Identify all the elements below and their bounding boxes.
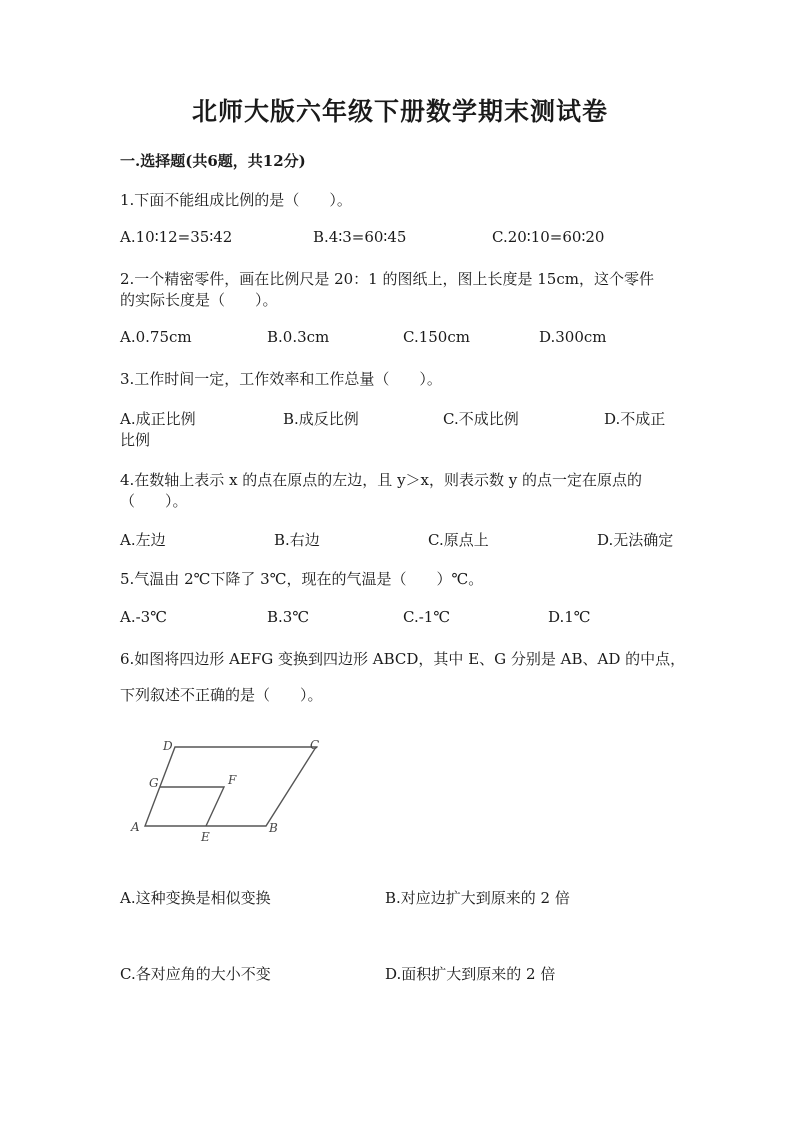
q5-option-b[interactable]: B.3℃ [267,608,310,626]
q3-option-b[interactable]: B.成反比例 [283,410,359,428]
q1-stem: 1.下面不能组成比例的是（ ）。 [120,191,352,209]
q6-option-c[interactable]: C.各对应角的大小不变 [120,965,271,983]
q2-option-c[interactable]: C.150cm [403,328,470,346]
q4-option-a[interactable]: A.左边 [120,531,166,549]
q3-option-c[interactable]: C.不成比例 [443,410,519,428]
q1-option-a[interactable]: A.10∶12=35∶42 [120,228,233,246]
q2-option-d[interactable]: D.300cm [539,328,607,346]
q5-stem: 5.气温由 2℃下降了 3℃，现在的气温是（ ）℃。 [120,570,484,588]
q2-option-b[interactable]: B.0.3cm [267,328,330,346]
q4-option-d[interactable]: D.无法确定 [597,531,674,549]
q1-option-b[interactable]: B.4∶3=60∶45 [313,228,407,246]
q4-stem-line2: （ ）。 [120,492,188,510]
label-d: D [163,739,173,753]
q1-option-c[interactable]: C.20∶10=60∶20 [492,228,605,246]
q5-option-d[interactable]: D.1℃ [548,608,591,626]
q3-stem: 3.工作时间一定，工作效率和工作总量（ ）。 [120,370,442,388]
q4-option-c[interactable]: C.原点上 [428,531,489,549]
label-c: C [310,738,320,752]
label-g: G [149,776,159,790]
q5-option-c[interactable]: C.-1℃ [403,608,451,626]
section-heading: 一.选择题(共6题，共12分) [120,152,306,170]
label-b: B [269,821,278,835]
q3-option-d[interactable]: D.不成正 [604,410,666,428]
q4-option-b[interactable]: B.右边 [274,531,320,549]
q6-stem-line2: 下列叙述不正确的是（ ）。 [120,686,323,704]
q6-option-b[interactable]: B.对应边扩大到原来的 2 倍 [385,889,570,907]
label-f: F [228,773,237,787]
q3-option-d-wrap: 比例 [120,431,151,449]
q6-option-a[interactable]: A.这种变换是相似变换 [120,889,271,907]
quadrilateral-figure [120,735,330,850]
q2-option-a[interactable]: A.0.75cm [120,328,192,346]
q3-option-a[interactable]: A.成正比例 [120,410,196,428]
q6-option-d[interactable]: D.面积扩大到原来的 2 倍 [385,965,556,983]
q2-stem-line2: 的实际长度是（ ）。 [120,291,278,309]
label-e: E [201,830,210,844]
q4-stem-line1: 4.在数轴上表示 x 的点在原点的左边，且 y＞x，则表示数 y 的点一定在原点的 [120,471,643,489]
q5-option-a[interactable]: A.-3℃ [120,608,167,626]
q2-stem-line1: 2.一个精密零件，画在比例尺是 20：1 的图纸上，图上长度是 15cm，这个零件 [120,270,654,288]
page-title: 北师大版六年级下册数学期末测试卷 [191,97,608,126]
label-a: A [131,820,140,834]
parallelogram-aefg [160,787,224,826]
q6-stem-line1: 6.如图将四边形 AEFG 变换到四边形 ABCD，其中 E、G 分别是 AB、AD 的中点， [120,650,686,668]
